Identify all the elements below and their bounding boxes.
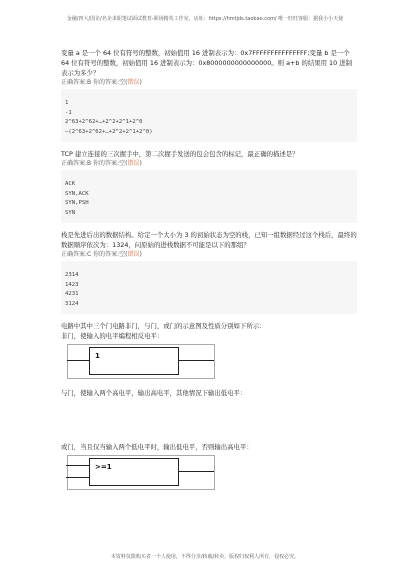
option[interactable]: 1423	[65, 281, 79, 288]
wrong-label: 错误	[127, 79, 140, 86]
question-1-text: 变量 a 是一个 64 位有符号的整数，初始值用 16 进制表示为：0x7FFFFFFFFFFFFFFF;变量 b 是一个 64 位有符号的整数，初始值用 16 进制表示为：0x8000000000000000。则 a+b 的结果用 10 进制表示为多少？	[61, 49, 353, 77]
page-footer: 本资料仅限购买者一个人使用，不得分享/转载/转卖，版权归权利人所有，侵权必究。	[110, 554, 300, 560]
answer-suffix: )	[139, 160, 142, 167]
page-header: 金融/四大/国企/名企求职笔试面试教育-职场精英工作室，店址：https://hmtjds.taobao.com/ 唯一旺旺客服：据我小小天使	[66, 16, 344, 22]
option[interactable]: 1	[65, 100, 69, 106]
answer-label: 正确答案:B 你的答案:空(	[61, 160, 128, 167]
and-gate-text: 与门，使输入两个高电平，输出高电平，其他情况下输出低电平：	[61, 389, 247, 397]
option[interactable]: 3124	[65, 300, 79, 307]
wrong-label: 错误	[127, 251, 140, 258]
question-content	[61, 48, 357, 497]
circuit-intro: 电路中其中三个门电路非门，与门，或门的示意图及性质分别如下所示：	[61, 322, 266, 330]
answer-suffix: )	[139, 251, 142, 258]
option[interactable]: 2^63+2^62+…+2^2+2^1+2^0	[65, 119, 143, 125]
answer-label: 正确答案:C 你的答案:空(	[61, 251, 128, 258]
question-1-options	[61, 89, 357, 142]
or-gate-diagram	[66, 455, 214, 489]
and-gate-diagram-space	[61, 398, 357, 442]
not-symbol: 1	[95, 352, 100, 360]
gate-body	[89, 347, 179, 375]
or-gate-text: 或门，当且仅当输入两个低电平时，输出低电平，否则输出高电平：	[61, 443, 253, 451]
option[interactable]: 2314	[65, 272, 79, 278]
question-2-answer	[61, 159, 357, 168]
question-3-options	[61, 261, 357, 314]
answer-label: 正确答案:B 你的答案:空(	[61, 79, 128, 86]
option[interactable]: SYN,ACK	[65, 190, 89, 197]
not-gate-diagram	[66, 344, 214, 378]
input-wire	[66, 477, 90, 478]
question-2-options	[61, 170, 357, 223]
option[interactable]: SYN	[65, 209, 76, 216]
answer-suffix: )	[139, 79, 142, 86]
option[interactable]: –(2^63+2^62+…+2^2+2^1+2^0)	[65, 128, 153, 135]
or-symbol: >=1	[95, 463, 112, 471]
gate-body	[89, 458, 179, 486]
option[interactable]: ACK	[65, 181, 76, 187]
option[interactable]: SYN,PSH	[65, 200, 89, 206]
not-gate-text: 非门，使输入的电平编程相反电平：	[61, 332, 164, 340]
question-3-answer	[61, 250, 357, 259]
question-2-text: TCP 建立连接的三次握手中，第二次握手发送的包会包含的标记，最正确的描述是？	[61, 150, 299, 158]
output-wire	[178, 360, 214, 361]
question-1-answer	[61, 78, 357, 87]
option[interactable]: -1	[65, 109, 72, 116]
option[interactable]: 4231	[65, 291, 79, 297]
input-wire	[66, 465, 90, 466]
wrong-label: 错误	[127, 160, 140, 167]
question-3-text: 栈是先进后出的数据结构。给定一个大小为 3 的初始状态为空的栈，已知一组数据经过这个栈后，最终的数据顺序依次为：1324，问原始的进栈数据不可能是以下的那组？	[61, 231, 357, 249]
output-wire	[178, 471, 214, 472]
input-wire	[67, 360, 90, 361]
